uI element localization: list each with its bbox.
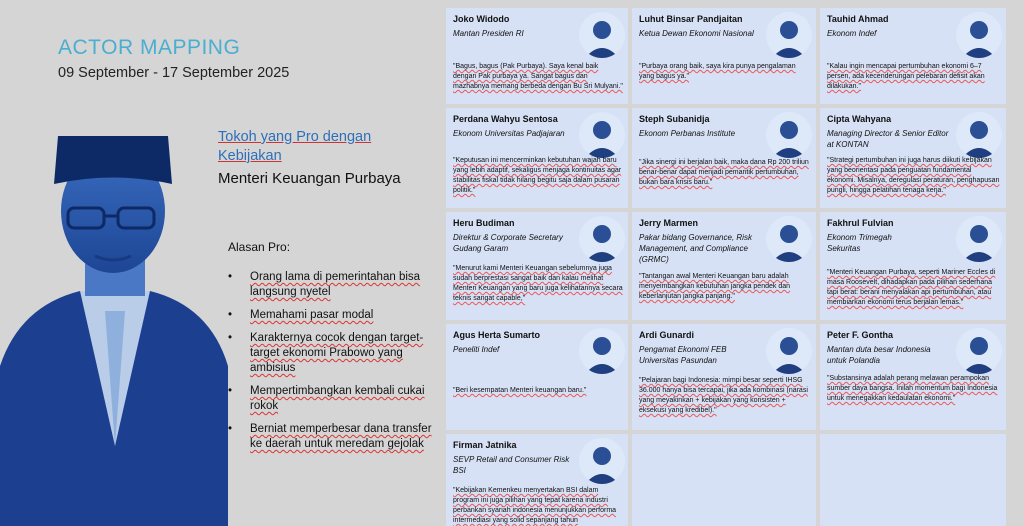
actor-card: [632, 8, 816, 104]
actor-role: Mantan Presiden RI: [453, 29, 524, 38]
actor-name: Cipta Wahyana: [827, 114, 892, 124]
actor-photo: [956, 216, 1002, 262]
actor-quote: "Beri kesempatan Menteri keuangan baru.": [453, 387, 587, 394]
actor-photo: [579, 328, 625, 374]
page-title: ACTOR MAPPING: [58, 36, 241, 59]
actor-quote: "Purbaya orang baik, saya kira punya pengalaman yang bagus ya.": [639, 63, 796, 80]
actor-card: [632, 212, 816, 320]
actor-card: [446, 212, 628, 320]
actor-card: [632, 108, 816, 208]
actor-card: [446, 324, 628, 430]
actor-role: SEVP Retail and Consumer Risk BSI: [453, 455, 570, 475]
actor-photo: [956, 328, 1002, 374]
actor-photo: [956, 12, 1002, 58]
reason-item: • Mempertimbangkan kembali cukai rokok: [228, 384, 433, 414]
actor-quote: "Jika sinergi ini berjalan baik, maka dana Rp 200 triliun benar-benar dapat menjadi pemantik pertumbuhan, bukan bara krisis baru.": [639, 159, 809, 186]
actor-name: Agus Herta Sumarto: [453, 330, 541, 340]
actor-role: Ekonom Universitas Padjajaran: [453, 129, 565, 138]
actor-role: Mantan duta besar Indonesia untuk Polandia: [827, 345, 931, 365]
actor-quote: "Menteri Keuangan Purbaya, seperti Mariner Eccles di masa Roosevelt, dihadapkan pada pilihan sederhana tapi berat: berani menyalakan api pertumbuhan, atau membiarkan ekonomi terus berjalan lemas.": [827, 269, 996, 306]
actor-photo: [579, 438, 625, 484]
actor-photo: [766, 216, 812, 262]
empty-card: [632, 434, 816, 526]
actor-role: Ekonom Indef: [827, 29, 877, 38]
actor-photo: [766, 112, 812, 158]
actor-quote: "Keputusan ini mencerminkan kebutuhan wajah baru yang lebih adaptif, sekaligus menjaga kontinuitas agar stabilitas fiskal tidak hilang begitu saja dalam pusaran politik.": [453, 157, 622, 194]
actor-role: Pakar bidang Governance, Risk Management, and Compliance (GRMC): [639, 233, 752, 264]
actor-photo: [579, 12, 625, 58]
actor-role: Peneliti Indef: [453, 345, 500, 354]
actor-quote: "Substansinya adalah perang melawan perampokan sumber daya bangsa. Inilah momentum bagi Indonesia untuk menegakkan kedaulatan ekonomi.": [827, 375, 998, 402]
actor-card: [820, 212, 1006, 320]
actor-card: [820, 8, 1006, 104]
actor-name: Ardi Gunardi: [639, 330, 695, 340]
actor-photo: [956, 112, 1002, 158]
actor-name: Steph Subanidja: [639, 114, 710, 124]
actor-card: [446, 108, 628, 208]
actor-name: Firman Jatnika: [453, 440, 517, 450]
actor-role: Managing Director & Senior Editor at KONTAN: [827, 129, 949, 149]
actor-photo: [579, 216, 625, 262]
actor-card: [446, 8, 628, 104]
actor-name: Peter F. Gontha: [827, 330, 894, 340]
actor-role: Ekonom Perbanas Institute: [639, 129, 736, 138]
reason-item: • Orang lama di pemerintahan bisa langsung nyetel: [228, 270, 433, 300]
actor-name: Jerry Marmen: [639, 218, 699, 228]
actor-photo: [766, 12, 812, 58]
pro-subject: Menteri Keuangan Purbaya: [218, 170, 401, 187]
reasons-list: [228, 270, 433, 460]
actor-role: Direktur & Corporate Secretary Gudang Garam: [453, 233, 563, 253]
actor-quote: "Strategi pertumbuhan ini juga harus diikuti kebijakan yang beorientasi pada penguatan fundamental ekonomi. Misalnya, deregulasi peraturan, penghapusan pungli, hingga pelatihan tenaga kerja.": [827, 157, 1000, 194]
actor-role: Pengamat Ekonomi FEB Universitas Pasundan: [639, 345, 727, 365]
actor-photo: [766, 328, 812, 374]
actor-name: Tauhid Ahmad: [827, 14, 889, 24]
actor-card: [632, 324, 816, 430]
actor-quote: "Pelajaran bagi Indonesia: mimpi besar seperti IHSG 36.000 hanya bisa tercapai, jika ada kombinasi (narasi yang meyakinkan + kebijakan yang konsisten + eksekusi yang kredibel).": [639, 377, 808, 414]
actor-role: Ekonom Trimegah Sekuritas: [827, 233, 892, 253]
actor-name: Luhut Binsar Pandjaitan: [639, 14, 743, 24]
date-range: 09 September - 17 September 2025: [58, 65, 290, 81]
actor-quote: "Menurut kami Menteri Keuangan sebelumnya juga sudah berprestasi sangat baik dan kalau melihat Menteri Keuangan yang baru juga kelihatannya secara teknis sangat capable,": [453, 265, 623, 302]
actor-role: Ketua Dewan Ekonomi Nasional: [639, 29, 754, 38]
actor-card: [820, 108, 1006, 208]
actor-card: [446, 434, 628, 526]
actor-photo: [579, 112, 625, 158]
actor-name: Fakhrul Fulvian: [827, 218, 894, 228]
actor-card: [820, 324, 1006, 430]
reason-item: • Memahami pasar modal: [228, 308, 433, 323]
reasons-title: Alasan Pro:: [228, 240, 291, 254]
actor-name: Perdana Wahyu Sentosa: [453, 114, 558, 124]
actor-quote: "Kebijakan Kemenkeu menyertakan BSI dalam program ini juga pilihan yang tepat karena industri perbankan syariah indonesia menunjukkan performa intermediasi yang solid sepanjang tahun: [453, 487, 617, 524]
reason-item: • Berniat memperbesar dana transfer ke daerah untuk meredam gejolak: [228, 422, 433, 452]
minister-portrait: [0, 116, 228, 526]
actor-quote: "Kalau ingin mencapai pertumbuhan ekonomi 6–7 persen, ada kecenderungan pelebaran defisit akan dilakukan.": [827, 63, 985, 90]
actor-name: Heru Budiman: [453, 218, 515, 228]
actor-name: Joko Widodo: [453, 14, 510, 24]
actor-quote: "Tantangan awal Menteri Keuangan baru adalah menyeimbangkan kebutuhan jangka pendek dan keberlanjutan jangka panjang.": [639, 273, 791, 300]
empty-card: [820, 434, 1006, 526]
actor-quote: "Bagus, bagus (Pak Purbaya). Saya kenal baik dengan Pak purbaya ya. Sangat bagus dan mazhabnya memang berbeda dengan Bu Sri Mulyani.": [453, 63, 623, 90]
pro-heading: Tokoh yang Pro dengan Kebijakan: [218, 129, 372, 164]
reason-item: • Karakternya cocok dengan target-target ekonomi Prabowo yang ambisius: [228, 331, 433, 376]
